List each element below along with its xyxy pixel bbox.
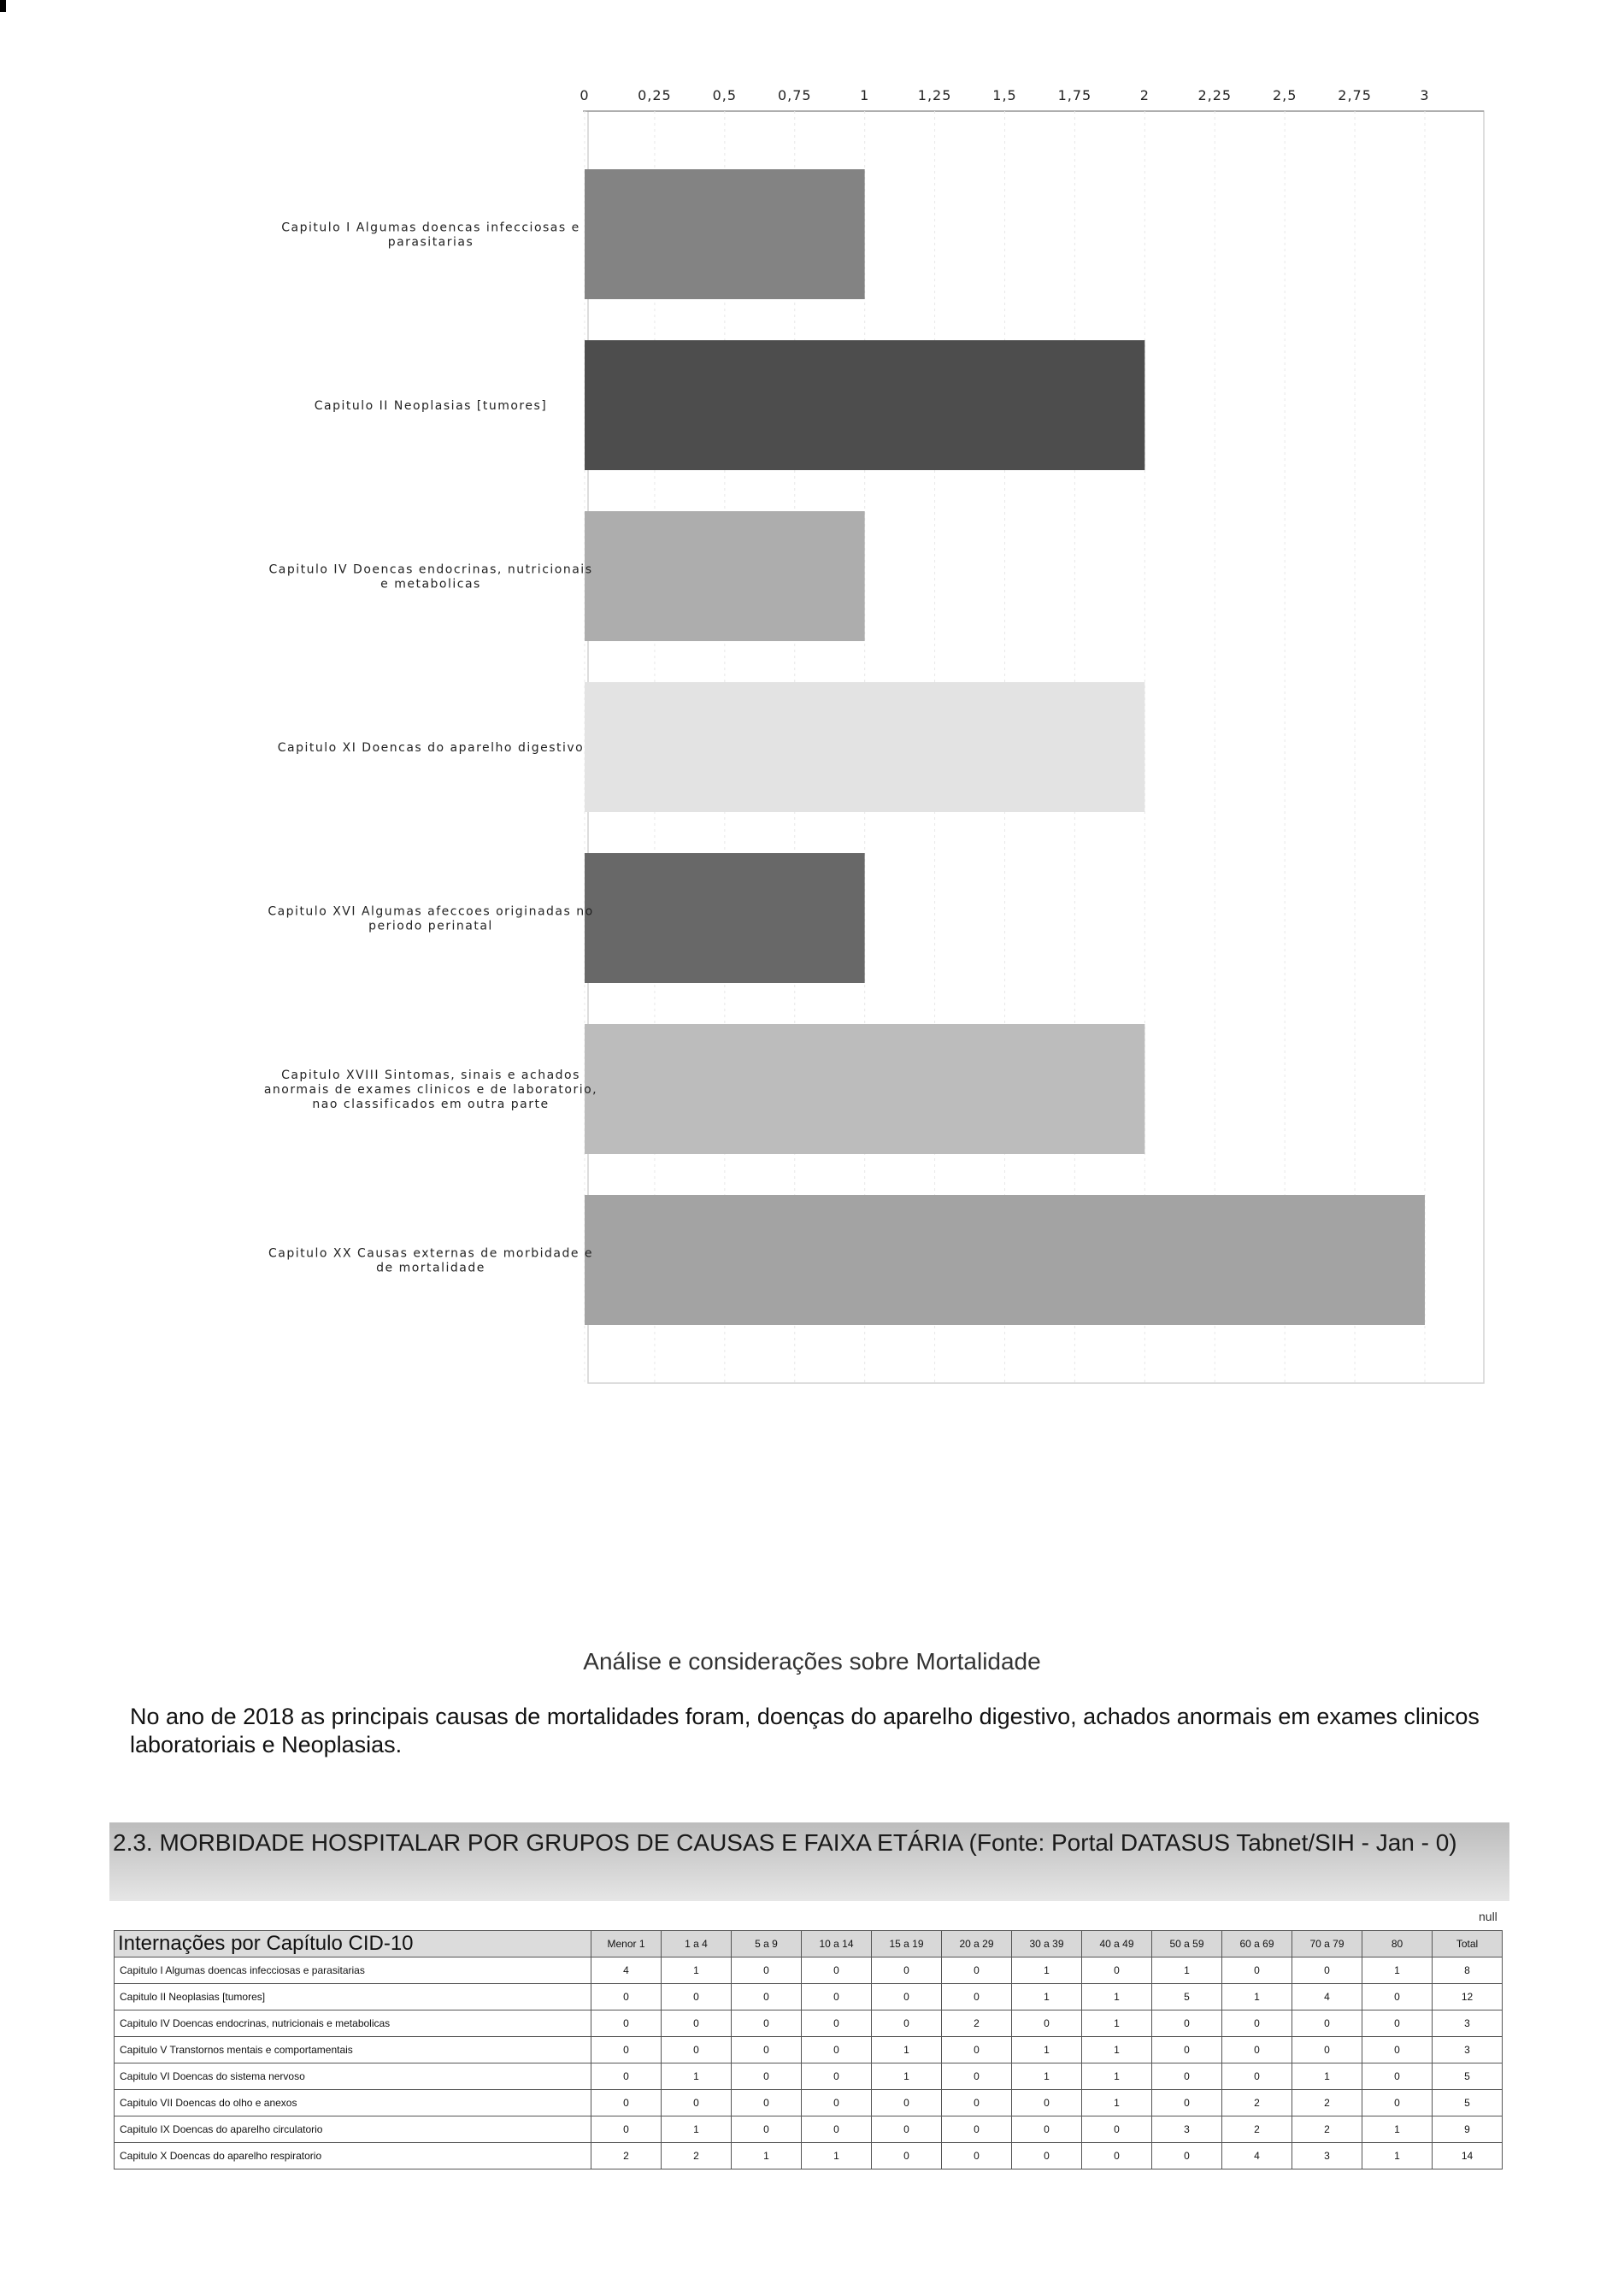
bar — [585, 682, 1144, 812]
value-cell: 0 — [732, 2063, 802, 2090]
header-cell: 30 a 39 — [1012, 1931, 1082, 1957]
value-cell: 0 — [662, 2037, 732, 2063]
value-cell: 0 — [802, 2116, 872, 2143]
value-cell: 0 — [872, 2010, 942, 2037]
value-cell: 5 — [1152, 1984, 1222, 2010]
value-cell: 0 — [1152, 2063, 1222, 2090]
value-cell: 0 — [872, 2090, 942, 2116]
x-tick-label: 0,25 — [638, 87, 672, 103]
header-cell: Menor 1 — [591, 1931, 662, 1957]
value-cell: 1 — [1082, 2010, 1152, 2037]
value-cell: 0 — [1362, 1984, 1433, 2010]
value-cell: 0 — [872, 1984, 942, 2010]
table-row — [115, 2010, 1503, 2037]
value-cell: 3 — [1152, 2116, 1222, 2143]
value-cell: 0 — [872, 2116, 942, 2143]
value-cell: 0 — [942, 2090, 1012, 2116]
header-cell: 70 a 79 — [1292, 1931, 1362, 1957]
bar — [585, 1195, 1425, 1325]
value-cell: 0 — [802, 2090, 872, 2116]
value-cell: 0 — [942, 2063, 1012, 2090]
bar — [585, 340, 1144, 470]
table-row — [115, 2037, 1503, 2063]
value-cell: 1 — [1082, 2090, 1152, 2116]
value-cell: 5 — [1433, 2063, 1503, 2090]
header-cell: 80 — [1362, 1931, 1433, 1957]
category-label: anormais de exames clinicos e de laboratorio, — [263, 1083, 598, 1097]
x-tick-labels — [580, 87, 1429, 103]
header-cell: 40 a 49 — [1082, 1931, 1152, 1957]
x-tick-label: 2,25 — [1197, 87, 1233, 103]
value-cell: 2 — [942, 2010, 1012, 2037]
value-cell: 0 — [942, 1984, 1012, 2010]
value-cell: 0 — [732, 1984, 802, 2010]
value-cell: 0 — [732, 2090, 802, 2116]
value-cell: 0 — [732, 1957, 802, 1984]
header-cell: 15 a 19 — [872, 1931, 942, 1957]
analysis-title: Análise e considerações sobre Mortalidade — [583, 1648, 1041, 1675]
value-cell: 0 — [1012, 2143, 1082, 2169]
value-cell: 0 — [1292, 2010, 1362, 2037]
category-label: parasitarias — [387, 235, 474, 250]
value-cell: 0 — [591, 1984, 662, 2010]
value-cell: 2 — [1222, 2116, 1292, 2143]
value-cell: 1 — [732, 2143, 802, 2169]
value-cell: 0 — [1152, 2037, 1222, 2063]
value-cell: 0 — [1222, 2037, 1292, 2063]
value-cell: 2 — [591, 2143, 662, 2169]
header-cell: 1 a 4 — [662, 1931, 732, 1957]
x-tick-label: 2,75 — [1338, 87, 1372, 103]
value-cell: 0 — [662, 1984, 732, 2010]
morbidity-table — [114, 1930, 1503, 2169]
value-cell: 2 — [1292, 2116, 1362, 2143]
value-cell: 0 — [802, 2037, 872, 2063]
table-row — [115, 2116, 1503, 2143]
value-cell: 1 — [1012, 2063, 1082, 2090]
x-tick-label: 3 — [1420, 87, 1430, 103]
table-row — [115, 2090, 1503, 2116]
value-cell: 1 — [662, 2116, 732, 2143]
value-cell: 1 — [1292, 2063, 1362, 2090]
x-tick-label: 1,75 — [1057, 87, 1092, 103]
value-cell: 9 — [1433, 2116, 1503, 2143]
value-cell: 0 — [1082, 1957, 1152, 1984]
x-tick-label: 2 — [1139, 87, 1150, 103]
value-cell: 1 — [1012, 1984, 1082, 2010]
value-cell: 5 — [1433, 2090, 1503, 2116]
bar — [585, 511, 865, 641]
value-cell: 0 — [942, 2143, 1012, 2169]
value-cell: 0 — [1362, 2010, 1433, 2037]
x-tick-label: 1 — [860, 87, 870, 103]
value-cell: 1 — [662, 1957, 732, 1984]
value-cell: 1 — [1082, 2037, 1152, 2063]
value-cell: 0 — [1222, 2010, 1292, 2037]
value-cell: 1 — [802, 2143, 872, 2169]
row-label-cell: Capitulo IX Doencas do aparelho circulatorio — [115, 2116, 591, 2143]
section-title: 2.3. MORBIDADE HOSPITALAR POR GRUPOS DE CAUSAS E FAIXA ETÁRIA (Fonte: Portal DATASUS Tabnet/SIH - Jan - 0) — [113, 1829, 1457, 1856]
value-cell: 0 — [1012, 2090, 1082, 2116]
row-label-cell: Capitulo V Transtornos mentais e comportamentais — [115, 2037, 591, 2063]
value-cell: 0 — [591, 2116, 662, 2143]
value-cell: 0 — [1082, 2143, 1152, 2169]
header-cell: 10 a 14 — [802, 1931, 872, 1957]
value-cell: 0 — [802, 2010, 872, 2037]
value-cell: 0 — [1152, 2010, 1222, 2037]
value-cell: 0 — [732, 2010, 802, 2037]
x-tick-label: 1,5 — [992, 87, 1017, 103]
table-row — [115, 2143, 1503, 2169]
value-cell: 3 — [1433, 2010, 1503, 2037]
value-cell: 1 — [1362, 2143, 1433, 2169]
category-label: Capitulo XVI Algumas afeccoes originadas no — [268, 904, 594, 919]
table-header-row — [115, 1931, 1503, 1957]
category-label: periodo perinatal — [368, 919, 493, 933]
category-label: Capitulo XVIII Sintomas, sinais e achados — [281, 1069, 580, 1082]
value-cell: 0 — [942, 1957, 1012, 1984]
value-cell: 1 — [1012, 2037, 1082, 2063]
value-cell: 14 — [1433, 2143, 1503, 2169]
value-cell: 8 — [1433, 1957, 1503, 1984]
value-cell: 1 — [662, 2063, 732, 2090]
value-cell: 4 — [1222, 2143, 1292, 2169]
value-cell: 1 — [1222, 1984, 1292, 2010]
value-cell: 12 — [1433, 1984, 1503, 2010]
value-cell: 3 — [1433, 2037, 1503, 2063]
table-row — [115, 1984, 1503, 2010]
value-cell: 1 — [872, 2037, 942, 2063]
value-cell: 3 — [1292, 2143, 1362, 2169]
category-label: nao classificados em outra parte — [312, 1098, 550, 1111]
value-cell: 0 — [591, 2010, 662, 2037]
category-labels — [264, 221, 597, 1275]
value-cell: 0 — [942, 2037, 1012, 2063]
table-row — [115, 2063, 1503, 2090]
header-cell: 5 a 9 — [732, 1931, 802, 1957]
value-cell: 0 — [591, 2037, 662, 2063]
value-cell: 0 — [1152, 2090, 1222, 2116]
value-cell: 1 — [1362, 1957, 1433, 1984]
value-cell: 2 — [1292, 2090, 1362, 2116]
value-cell: 0 — [1362, 2063, 1433, 2090]
value-cell: 0 — [1362, 2037, 1433, 2063]
value-cell: 1 — [1152, 1957, 1222, 1984]
header-cell: 60 a 69 — [1222, 1931, 1292, 1957]
analysis-text: No ano de 2018 as principais causas de mortalidades foram, doenças do aparelho digestivo, achados anormais em exames clinicos laboratoriais e Neoplasias. — [130, 1704, 1480, 1757]
row-label-cell: Capitulo X Doencas do aparelho respiratorio — [115, 2143, 591, 2169]
value-cell: 0 — [942, 2116, 1012, 2143]
value-cell: 1 — [1082, 1984, 1152, 2010]
header-cell: 20 a 29 — [942, 1931, 1012, 1957]
section-banner — [109, 1822, 1509, 1901]
row-label-cell: Capitulo I Algumas doencas infecciosas e parasitarias — [115, 1957, 591, 1984]
value-cell: 0 — [802, 1984, 872, 2010]
value-cell: 0 — [1152, 2143, 1222, 2169]
value-cell: 0 — [1222, 2063, 1292, 2090]
x-tick-label: 0,75 — [777, 87, 812, 103]
category-label: Capitulo I Algumas doencas infecciosas e — [281, 221, 580, 235]
header-cell: Total — [1433, 1931, 1503, 1957]
table-row — [115, 1957, 1503, 1984]
value-cell: 0 — [732, 2037, 802, 2063]
value-cell: 1 — [1012, 1957, 1082, 1984]
value-cell: 0 — [591, 2063, 662, 2090]
null-label: null — [1479, 1910, 1497, 1923]
value-cell: 0 — [1292, 2037, 1362, 2063]
value-cell: 0 — [1222, 1957, 1292, 1984]
x-tick-label: 0 — [580, 87, 590, 103]
category-label: e metabolicas — [380, 577, 481, 592]
row-label-cell: Capitulo IV Doencas endocrinas, nutricionais e metabolicas — [115, 2010, 591, 2037]
header-cell: Internações por Capítulo CID-10 — [115, 1931, 591, 1957]
value-cell: 0 — [732, 2116, 802, 2143]
value-cell: 4 — [1292, 1984, 1362, 2010]
value-cell: 0 — [802, 2063, 872, 2090]
row-label-cell: Capitulo VII Doencas do olho e anexos — [115, 2090, 591, 2116]
bar — [585, 853, 865, 983]
value-cell: 1 — [872, 2063, 942, 2090]
value-cell: 0 — [1082, 2116, 1152, 2143]
bar — [585, 1024, 1144, 1154]
value-cell: 0 — [591, 2090, 662, 2116]
value-cell: 0 — [1362, 2090, 1433, 2116]
row-label-cell: Capitulo VI Doencas do sistema nervoso — [115, 2063, 591, 2090]
category-label: Capitulo II Neoplasias [tumores] — [314, 399, 548, 413]
category-label: de mortalidade — [376, 1261, 485, 1275]
value-cell: 4 — [591, 1957, 662, 1984]
x-tick-label: 2,5 — [1272, 87, 1297, 103]
value-cell: 0 — [1012, 2116, 1082, 2143]
value-cell: 0 — [662, 2010, 732, 2037]
value-cell: 0 — [802, 1957, 872, 1984]
category-label: Capitulo XX Causas externas de morbidade e — [268, 1246, 594, 1261]
value-cell: 2 — [1222, 2090, 1292, 2116]
bar — [585, 169, 865, 299]
value-cell: 0 — [872, 1957, 942, 1984]
value-cell: 0 — [662, 2090, 732, 2116]
value-cell: 0 — [1292, 1957, 1362, 1984]
header-cell: 50 a 59 — [1152, 1931, 1222, 1957]
row-label-cell: Capitulo II Neoplasias [tumores] — [115, 1984, 591, 2010]
x-tick-label: 0,5 — [712, 87, 738, 103]
value-cell: 2 — [662, 2143, 732, 2169]
value-cell: 0 — [872, 2143, 942, 2169]
category-label: Capitulo XI Doencas do aparelho digestivo — [277, 741, 585, 755]
value-cell: 1 — [1362, 2116, 1433, 2143]
x-tick-label: 1,25 — [917, 87, 952, 103]
category-label: Capitulo IV Doencas endocrinas, nutricionais — [268, 562, 593, 577]
value-cell: 1 — [1082, 2063, 1152, 2090]
value-cell: 0 — [1012, 2010, 1082, 2037]
